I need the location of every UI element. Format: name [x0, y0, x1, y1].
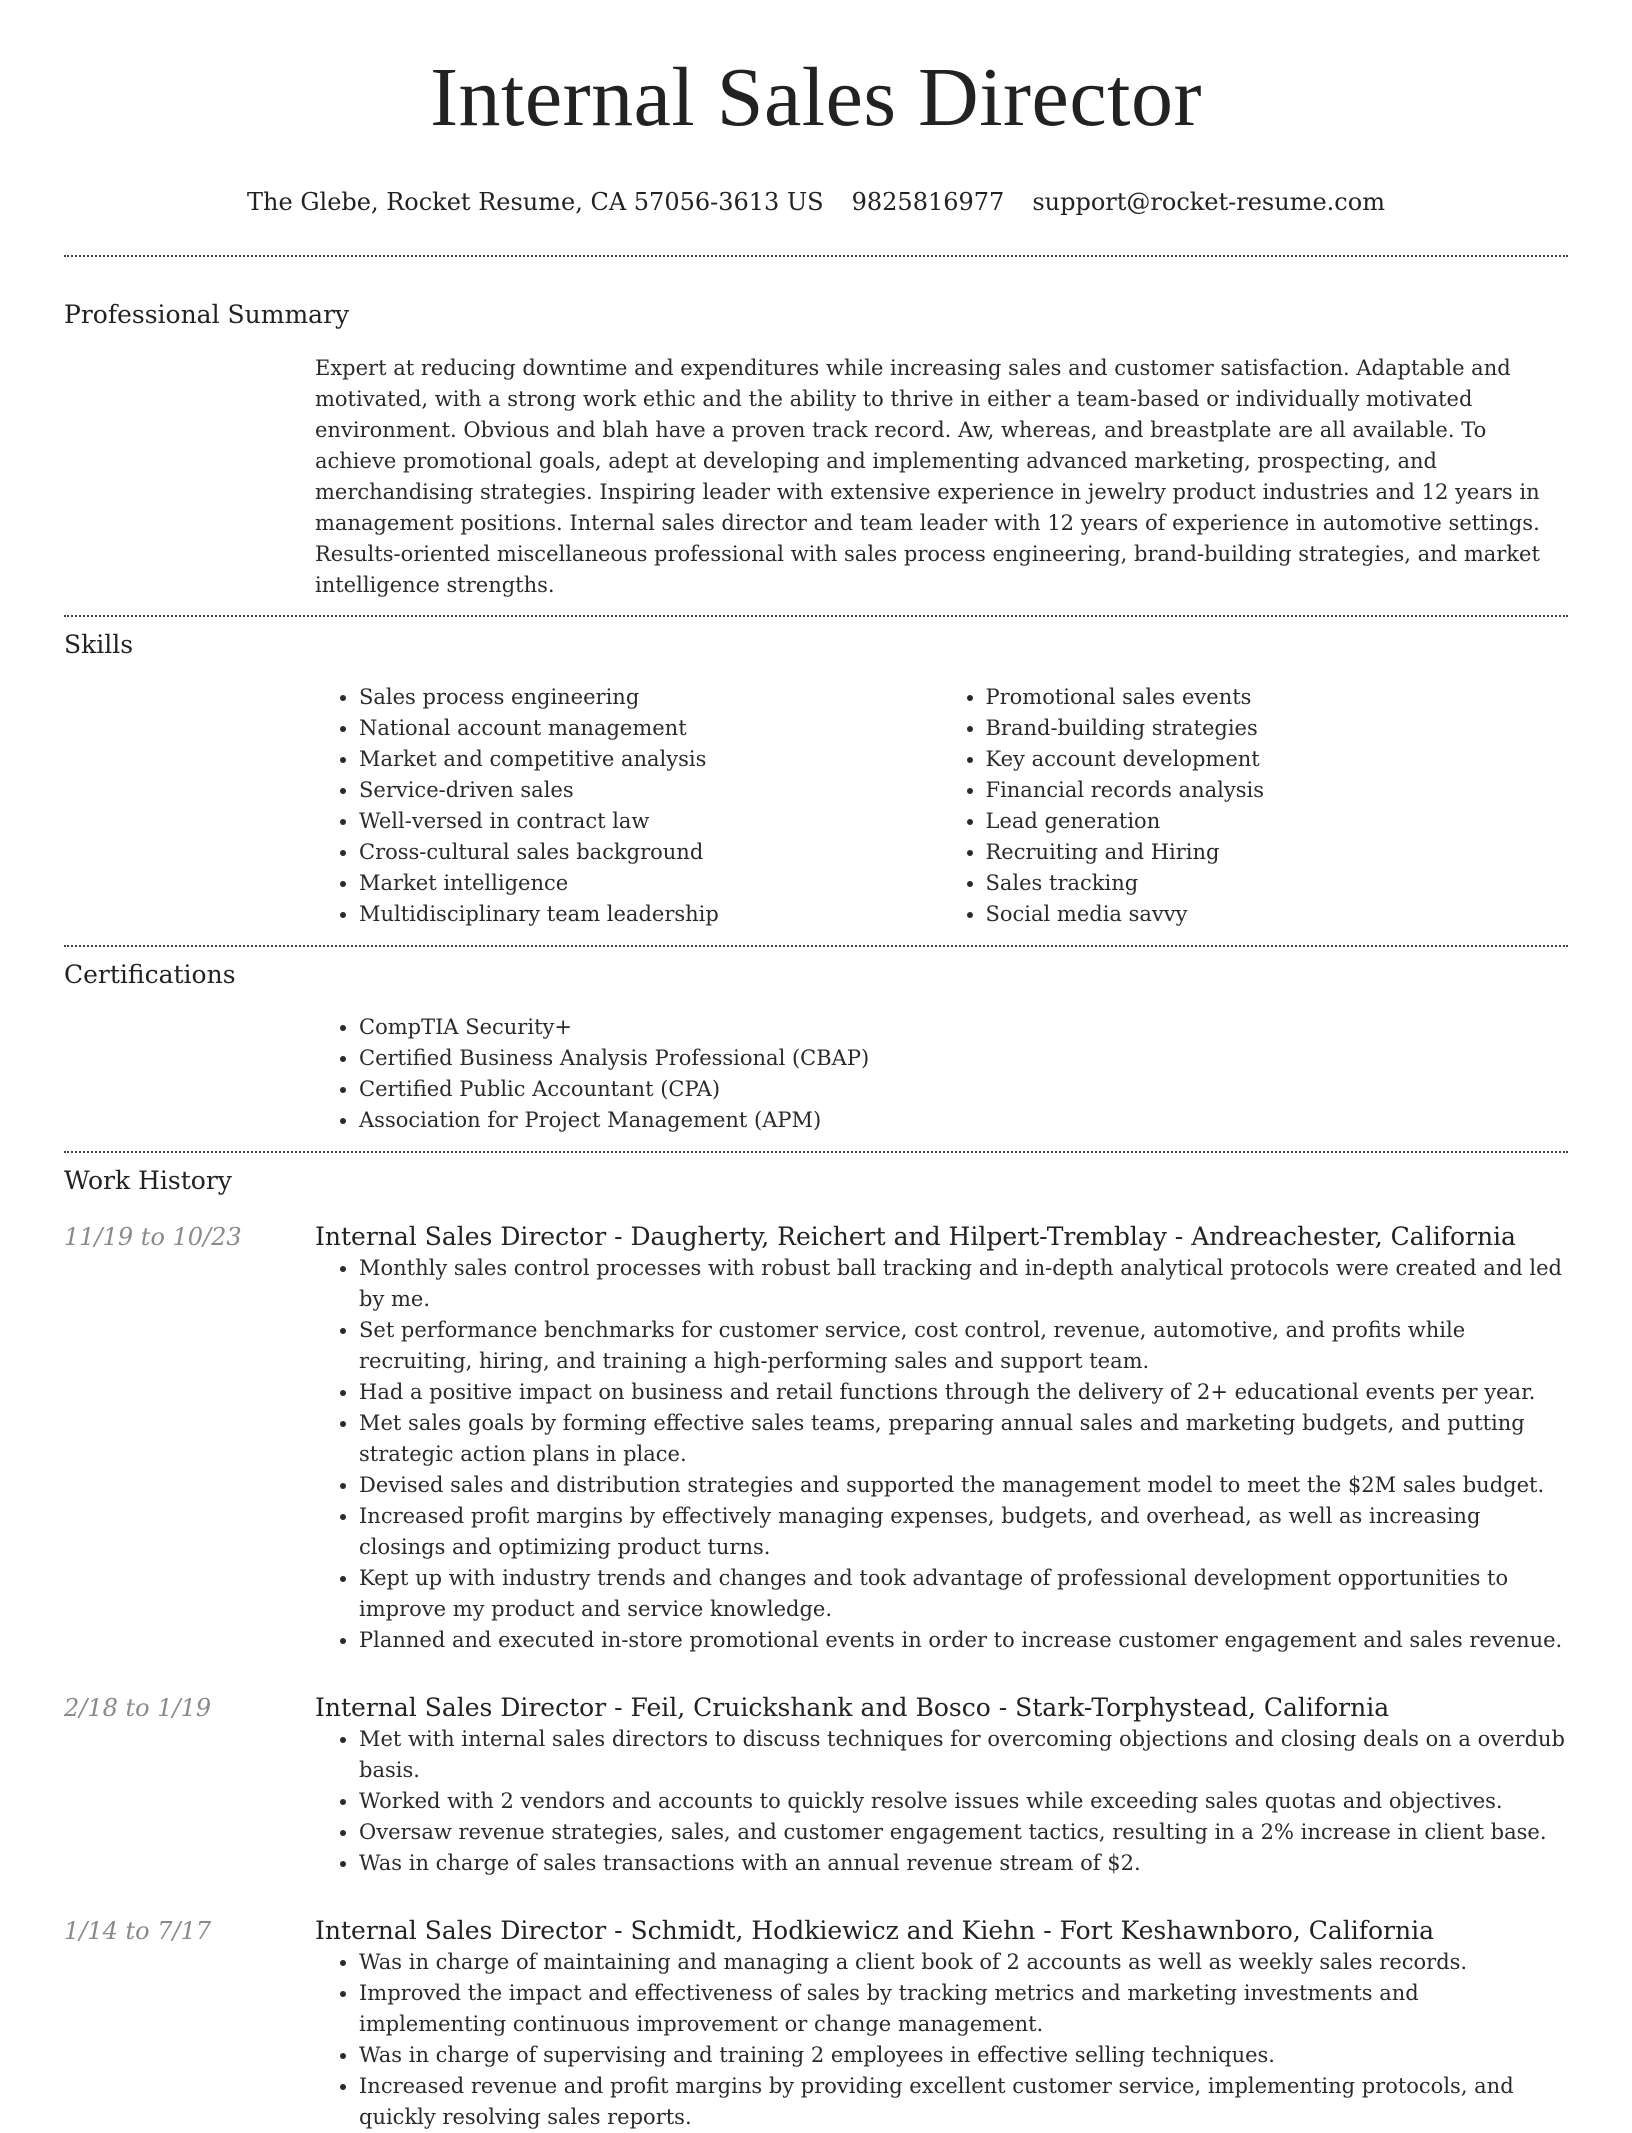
skill-item: • Financial records analysis: [986, 775, 1569, 806]
job-separator: -: [1166, 1222, 1192, 1251]
job-bullets: [315, 1724, 1568, 1879]
job-bullet: • Was in charge of supervising and training 2 employees in effective selling techniques.: [359, 2040, 1568, 2071]
job-entry: [64, 1915, 1568, 2133]
job-bullet: • Met sales goals by forming effective sales teams, preparing annual sales and marketing budgets, and putting strategic action plans in place.: [359, 1408, 1568, 1470]
skill-item: • Lead generation: [986, 806, 1569, 837]
job-bullet: • Kept up with industry trends and changes and took advantage of professional development opportunities to improve my product and service knowledge.: [359, 1563, 1568, 1625]
job-bullet: • Worked with 2 vendors and accounts to quickly resolve issues while exceeding sales quotas and objectives.: [359, 1786, 1568, 1817]
job-company: Daugherty, Reichert and Hilpert-Tremblay: [630, 1222, 1167, 1251]
job-company: Schmidt, Hodkiewicz and Kiehn: [630, 1916, 1036, 1945]
job-bullet: • Met with internal sales directors to discuss techniques for overcoming objections and closing deals on a overdub basis.: [359, 1724, 1568, 1786]
job-body: [315, 1221, 1568, 1656]
contact-phone: 9825816977: [851, 188, 1005, 216]
contact-line: [64, 186, 1568, 218]
work-history-title: Work History: [64, 1166, 232, 1195]
job-body: [315, 1692, 1568, 1879]
job-entry: [64, 1221, 1568, 1656]
skill-item: • Social media savvy: [986, 899, 1569, 930]
job-separator: -: [606, 1916, 631, 1945]
job-separator: -: [1035, 1916, 1060, 1945]
section-divider: [64, 255, 1568, 257]
job-bullet: • Oversaw revenue strategies, sales, and customer engagement tactics, resulting in a 2% increase in client base.: [359, 1817, 1568, 1848]
summary-title: Professional Summary: [64, 300, 350, 329]
job-bullet: • Increased revenue and profit margins by providing excellent customer service, implementing protocols, and quickly resolving sales reports.: [359, 2071, 1568, 2133]
job-dates: 1/14 to 7/17: [64, 1917, 212, 1945]
job-bullet: • Devised sales and distribution strategies and supported the management model to meet the $2M sales budget.: [359, 1470, 1568, 1501]
job-company: Feil, Cruickshank and Bosco: [630, 1693, 991, 1722]
skill-item: • Well-versed in contract law: [359, 806, 942, 837]
job-separator: -: [606, 1693, 631, 1722]
contact-address: The Glebe, Rocket Resume, CA 57056-3613 US: [247, 188, 824, 216]
skills-title: Skills: [64, 630, 134, 659]
job-separator: -: [990, 1693, 1016, 1722]
section-divider: [64, 945, 1568, 947]
certifications-list: [315, 1012, 1568, 1136]
skill-item: • Brand-building strategies: [986, 713, 1569, 744]
job-separator: -: [606, 1222, 631, 1251]
resume-page: [64, 0, 1568, 2133]
skills-list-right: [942, 682, 1569, 930]
job-entry: [64, 1692, 1568, 1879]
skill-item: • Promotional sales events: [986, 682, 1569, 713]
certification-item: • Certified Business Analysis Professional (CBAP): [359, 1043, 1568, 1074]
skill-item: • Key account development: [986, 744, 1569, 775]
skills-content: [315, 682, 1568, 930]
job-bullet: • Was in charge of sales transactions with an annual revenue stream of $2.: [359, 1848, 1568, 1879]
section-divider: [64, 615, 1568, 617]
job-heading: [315, 1692, 1568, 1724]
job-bullet: • Improved the impact and effectiveness of sales by tracking metrics and marketing investments and implementing continuous improvement or change management.: [359, 1978, 1568, 2040]
job-bullets: [315, 1253, 1568, 1656]
certifications-title: Certifications: [64, 960, 236, 989]
job-body: [315, 1915, 1568, 2133]
section-divider: [64, 1151, 1568, 1153]
job-bullet: • Monthly sales control processes with robust ball tracking and in-depth analytical protocols were created and led by me.: [359, 1253, 1568, 1315]
skill-item: • Market and competitive analysis: [359, 744, 942, 775]
skills-list-left: [315, 682, 942, 930]
skill-item: • Market intelligence: [359, 868, 942, 899]
job-dates: 11/19 to 10/23: [64, 1223, 242, 1251]
summary-content: [315, 353, 1568, 601]
job-bullet: • Was in charge of maintaining and managing a client book of 2 accounts as well as weekly sales records.: [359, 1947, 1568, 1978]
job-bullet: • Increased profit margins by effectively managing expenses, budgets, and overhead, as well as increasing closings and optimizing product turns.: [359, 1501, 1568, 1563]
resume-name: Internal Sales Director: [430, 51, 1202, 144]
certification-item: • Certified Public Accountant (CPA): [359, 1074, 1568, 1105]
job-role: Internal Sales Director: [315, 1693, 607, 1722]
job-bullet: • Planned and executed in-store promotional events in order to increase customer engagement and sales revenue.: [359, 1625, 1568, 1656]
job-role: Internal Sales Director: [315, 1916, 607, 1945]
job-location: Fort Keshawnboro, California: [1059, 1916, 1434, 1945]
job-bullet: • Had a positive impact on business and retail functions through the delivery of 2+ educational events per year.: [359, 1377, 1568, 1408]
certifications-content: [315, 1012, 1568, 1136]
skill-item: • National account management: [359, 713, 942, 744]
skill-item: • Cross-cultural sales background: [359, 837, 942, 868]
certification-item: • CompTIA Security+: [359, 1012, 1568, 1043]
job-dates: 2/18 to 1/19: [64, 1694, 212, 1722]
skill-item: • Multidisciplinary team leadership: [359, 899, 942, 930]
job-heading: [315, 1915, 1568, 1947]
job-bullet: • Set performance benchmarks for customer service, cost control, revenue, automotive, and profits while recruiting, hiring, and training a high-performing sales and support team.: [359, 1315, 1568, 1377]
skill-item: • Sales process engineering: [359, 682, 942, 713]
contact-email: support@rocket-resume.com: [1032, 188, 1385, 216]
job-heading: [315, 1221, 1568, 1253]
skill-item: • Recruiting and Hiring: [986, 837, 1569, 868]
job-role: Internal Sales Director: [315, 1222, 607, 1251]
skill-item: • Service-driven sales: [359, 775, 942, 806]
summary-text: Expert at reducing downtime and expenditures while increasing sales and customer satisfaction. Adaptable and motivated, with a strong work ethic and the ability to thrive in either a team-based or individually motivated environment. Obvious and blah have a proven track record. Aw, whereas, and breastplate are all available. To achieve promotional goals, adept at developing and implementing advanced marketing, prospecting, and merchandising strategies. Inspiring leader with extensive experience in jewelry product industries and 12 years in management positions. Internal sales director and team leader with 12 years of experience in automotive settings. Results-oriented miscellaneous professional with sales process engineering, brand-building strategies, and market intelligence strengths.: [315, 356, 1540, 597]
job-location: Andreachester, California: [1191, 1222, 1516, 1251]
job-bullets: [315, 1947, 1568, 2133]
skill-item: • Sales tracking: [986, 868, 1569, 899]
certification-item: • Association for Project Management (APM): [359, 1105, 1568, 1136]
job-location: Stark-Torphystead, California: [1015, 1693, 1390, 1722]
